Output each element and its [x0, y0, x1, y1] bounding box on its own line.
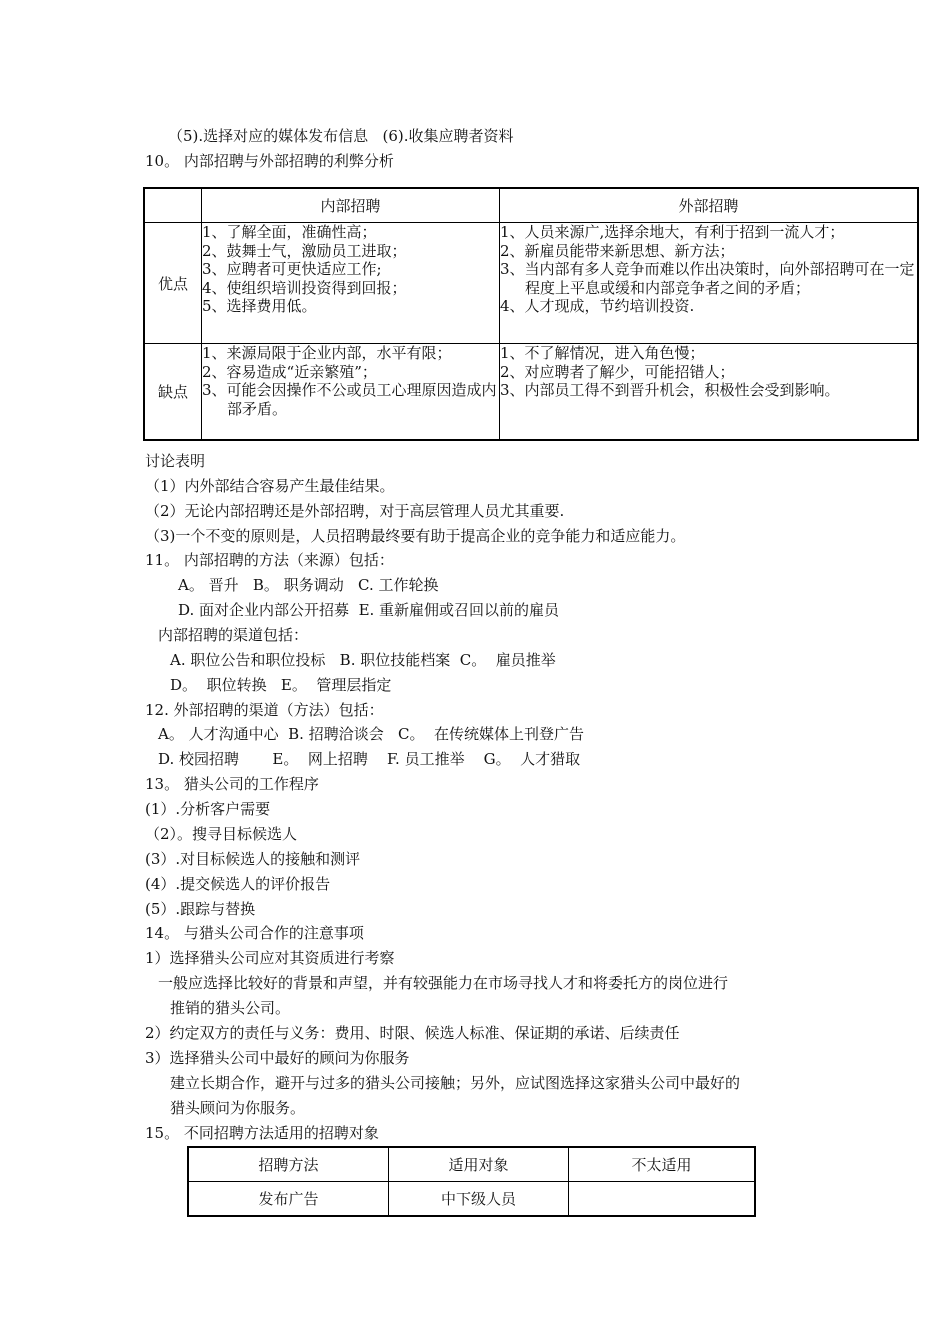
list-item: 3、内部员工得不到晋升机会，积极性会受到影响。 [500, 381, 840, 399]
row-label-cons: 缺点 [144, 344, 202, 440]
list-item: 5、选择费用低。 [202, 297, 317, 315]
headhunter-step: (4）.提交候选人的评价报告 [145, 875, 331, 893]
row-label-pros: 优点 [144, 223, 202, 344]
list-item: 3、应聘者可更快适应工作; [202, 260, 382, 278]
cons-external-cell [500, 344, 919, 440]
header-external: 外部招聘 [500, 188, 919, 223]
discussion-point: （3)一个不变的原则是，人员招聘最终要有助于提高企业的竞争能力和适应能力。 [145, 527, 686, 545]
table-cell: 中下级人员 [389, 1182, 569, 1217]
table-corner [144, 188, 202, 223]
list-item: 1、了解全面，准确性高； [202, 223, 377, 241]
list-item: 1、不了解情况，进入角色慢； [500, 344, 705, 362]
list-item: 2、对应聘者了解少，可能招错人； [500, 362, 735, 381]
section-13-heading: 13。 猎头公司的工作程序 [145, 775, 319, 793]
headhunter-step: (5）.跟踪与替换 [145, 900, 256, 918]
recruitment-method-table [187, 1146, 756, 1217]
list-item: 2、鼓舞士气，激励员工进取； [202, 241, 407, 260]
discussion-heading: 讨论表明 [145, 452, 206, 470]
internal-channel-heading: 内部招聘的渠道包括： [158, 626, 309, 644]
cooperation-item: 1）选择猎头公司应对其资质进行考察 [145, 949, 395, 967]
table-cell: 发布广告 [188, 1182, 389, 1217]
headhunter-step: (3）.对目标候选人的接触和测评 [145, 850, 361, 868]
pros-cons-table [143, 187, 919, 441]
cons-internal-cell [202, 344, 500, 440]
cooperation-detail: 建立长期合作，避开与过多的猎头公司接触；另外，应试图选择这家猎头公司中最好的 [170, 1074, 741, 1092]
top-line-1: （5).选择对应的媒体发布信息 (6).收集应聘者资料 [168, 127, 514, 145]
cooperation-detail: 猎头顾问为你服务。 [170, 1099, 306, 1117]
cooperation-item: 3）选择猎头公司中最好的顾问为你服务 [145, 1049, 410, 1067]
internal-channel-line: A. 职位公告和职位投标 B. 职位技能档案 C。 雇员推举 [170, 651, 556, 669]
section-11-heading: 11。 内部招聘的方法（来源）包括： [145, 551, 394, 569]
headhunter-step: （2）。搜寻目标候选人 [145, 825, 298, 843]
internal-channel-line: D。 职位转换 E。 管理层指定 [170, 676, 392, 694]
section-14-heading: 14。 与猎头公司合作的注意事项 [145, 924, 364, 942]
list-item: 4、人才现成，节约培训投资. [500, 297, 695, 315]
discussion-point: （2）无论内部招聘还是外部招聘，对于高层管理人员尤其重要. [145, 502, 565, 520]
cooperation-detail: 推销的猎头公司。 [170, 999, 291, 1017]
pros-external-cell [500, 223, 919, 344]
header-target: 适用对象 [389, 1147, 569, 1182]
internal-method-line: D. 面对企业内部公开招募 E. 重新雇佣或召回以前的雇员 [178, 601, 560, 619]
pros-internal-cell [202, 223, 500, 344]
cooperation-item: 2）约定双方的责任与义务：费用、时限、候选人标准、保证期的承诺、后续责任 [145, 1024, 680, 1042]
header-method: 招聘方法 [188, 1147, 389, 1182]
section-10-heading: 10。 内部招聘与外部招聘的利弊分析 [145, 152, 394, 170]
external-channel-line: A。 人才沟通中心 B. 招聘洽谈会 C。 在传统媒体上刊登广告 [158, 725, 585, 743]
list-item: 3、当内部有多人竞争而难以作出决策时，向外部招聘可在一定程度上平息或缓和内部竞争者之间的矛盾； [500, 260, 915, 297]
cooperation-detail: 一般应选择比较好的背景和声望，并有较强能力在市场寻找人才和将委托方的岗位进行 [158, 974, 729, 992]
section-15-heading: 15。 不同招聘方法适用的招聘对象 [145, 1124, 379, 1142]
list-item: 1、人员来源广,选择余地大，有利于招到一流人才； [500, 223, 845, 241]
headhunter-step: (1）.分析客户需要 [145, 800, 271, 818]
header-unsuitable: 不太适用 [569, 1147, 756, 1182]
list-item: 1、来源局限于企业内部，水平有限； [202, 344, 452, 362]
list-item: 2、容易造成“近亲繁殖”； [202, 362, 377, 381]
list-item: 2、新雇员能带来新思想、新方法； [500, 241, 735, 260]
list-item: 3、可能会因操作不公或员工心理原因造成内部矛盾。 [202, 381, 497, 418]
header-internal: 内部招聘 [202, 188, 500, 223]
table-cell [569, 1182, 756, 1217]
list-item: 4、使组织培训投资得到回报； [202, 278, 407, 297]
discussion-point: （1）内外部结合容易产生最佳结果。 [145, 477, 395, 495]
section-12-heading: 12. 外部招聘的渠道（方法）包括： [145, 701, 384, 719]
internal-method-line: A。 晋升 B。 职务调动 C. 工作轮换 [178, 576, 439, 594]
external-channel-line: D. 校园招聘 E。 网上招聘 F. 员工推举 G。 人才猎取 [158, 750, 581, 768]
